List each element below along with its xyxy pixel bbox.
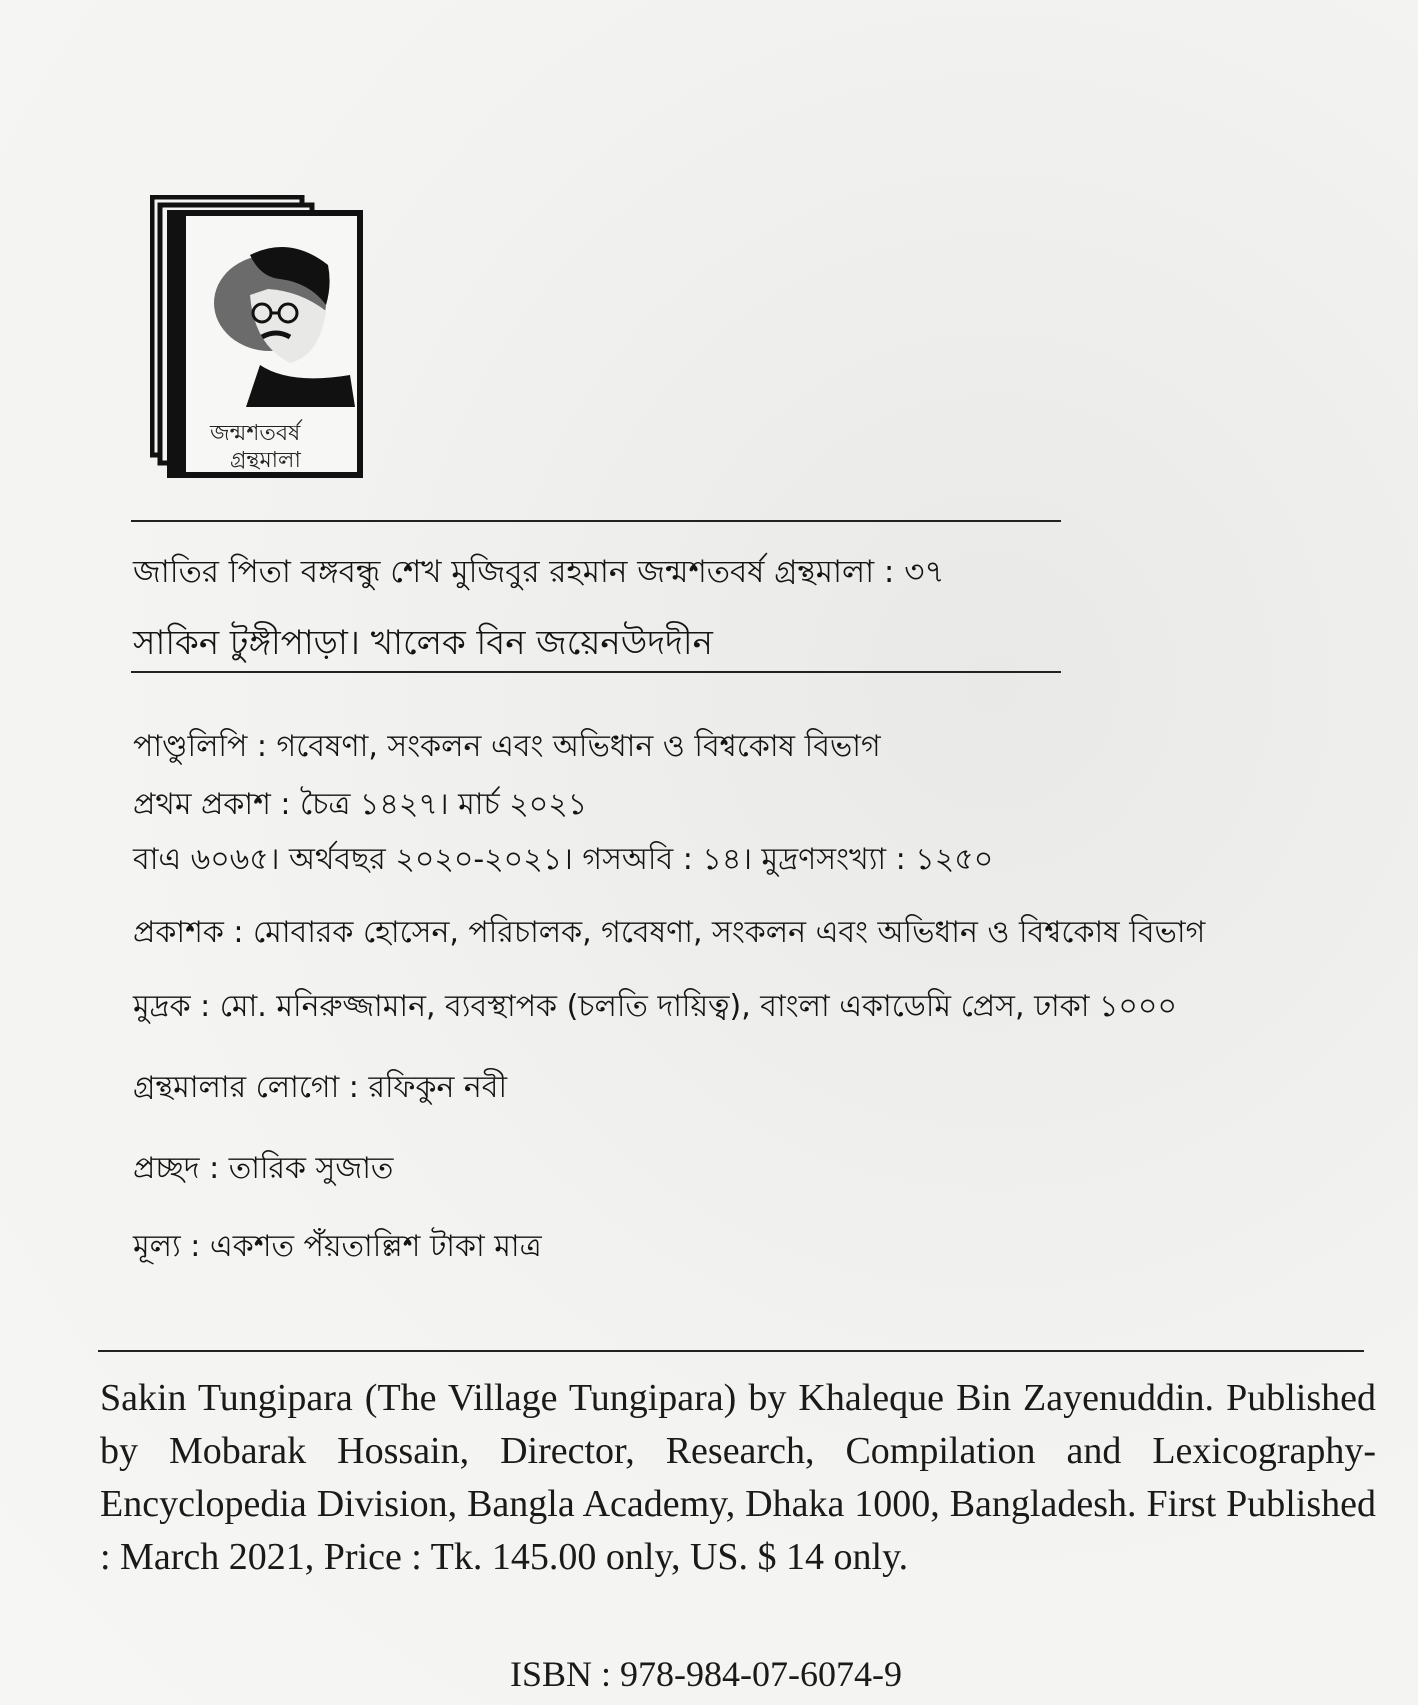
printer-line: মুদ্রক : মো. মনিরুজ্জামান, ব্যবস্থাপক (চলতি দায়িত্ব), বাংলা একাডেমি প্রেস, ঢাকা ১০০০ — [133, 989, 1177, 1024]
english-imprint: Sakin Tungipara (The Village Tungipara) by Khaleque Bin Zayenuddin. Published by Mobarak Hossain, Director, Research, Compilation and Lexicography-Encyclopedia Division, Bangla Academy, Dhaka 1000, Bangladesh. First Published : March 2021, Price : Tk. 145.00 only, US. $ 14 only. — [100, 1377, 1376, 1578]
price-line: মূল্য : একশত পঁয়তাল্লিশ টাকা মাত্র — [133, 1229, 542, 1264]
book-stack-portrait-icon — [150, 195, 380, 495]
book-title-author: সাকিন টুঙ্গীপাড়া। খালেক বিন জয়েনউদদীন — [133, 623, 713, 663]
divider-top — [131, 520, 1061, 522]
logo-caption-line1: জন্মশতবর্ষ — [210, 421, 301, 446]
codes-line: বাএ ৬০৬৫। অর্থবছর ২০২০-২০২১। গসঅবি : ১৪। মুদ্রণসংখ্যা : ১২৫০ — [133, 842, 994, 877]
divider-middle — [131, 671, 1061, 673]
isbn: ISBN : 978-984-07-6074-9 — [510, 1654, 902, 1694]
first-edition-line: প্রথম প্রকাশ : চৈত্র ১৪২৭। মার্চ ২০২১ — [133, 787, 588, 822]
divider-bottom — [98, 1350, 1364, 1352]
logo-caption-line2: গ্রন্থমালা — [230, 448, 301, 473]
series-logo-credit: গ্রন্থমালার লোগো : রফিকুন নবী — [133, 1070, 508, 1105]
series-title: জাতির পিতা বঙ্গবন্ধু শেখ মুজিবুর রহমান জন্মশতবর্ষ গ্রন্থমালা : ৩৭ — [133, 554, 945, 590]
publisher-line: প্রকাশক : মোবারক হোসেন, পরিচালক, গবেষণা, সংকলন এবং অভিধান ও বিশ্বকোষ বিভাগ — [133, 915, 1206, 950]
manuscript-line: পাণ্ডুলিপি : গবেষণা, সংকলন এবং অভিধান ও বিশ্বকোষ বিভাগ — [133, 729, 881, 764]
cover-credit: প্রচ্ছদ : তারিক সুজাত — [133, 1151, 394, 1186]
